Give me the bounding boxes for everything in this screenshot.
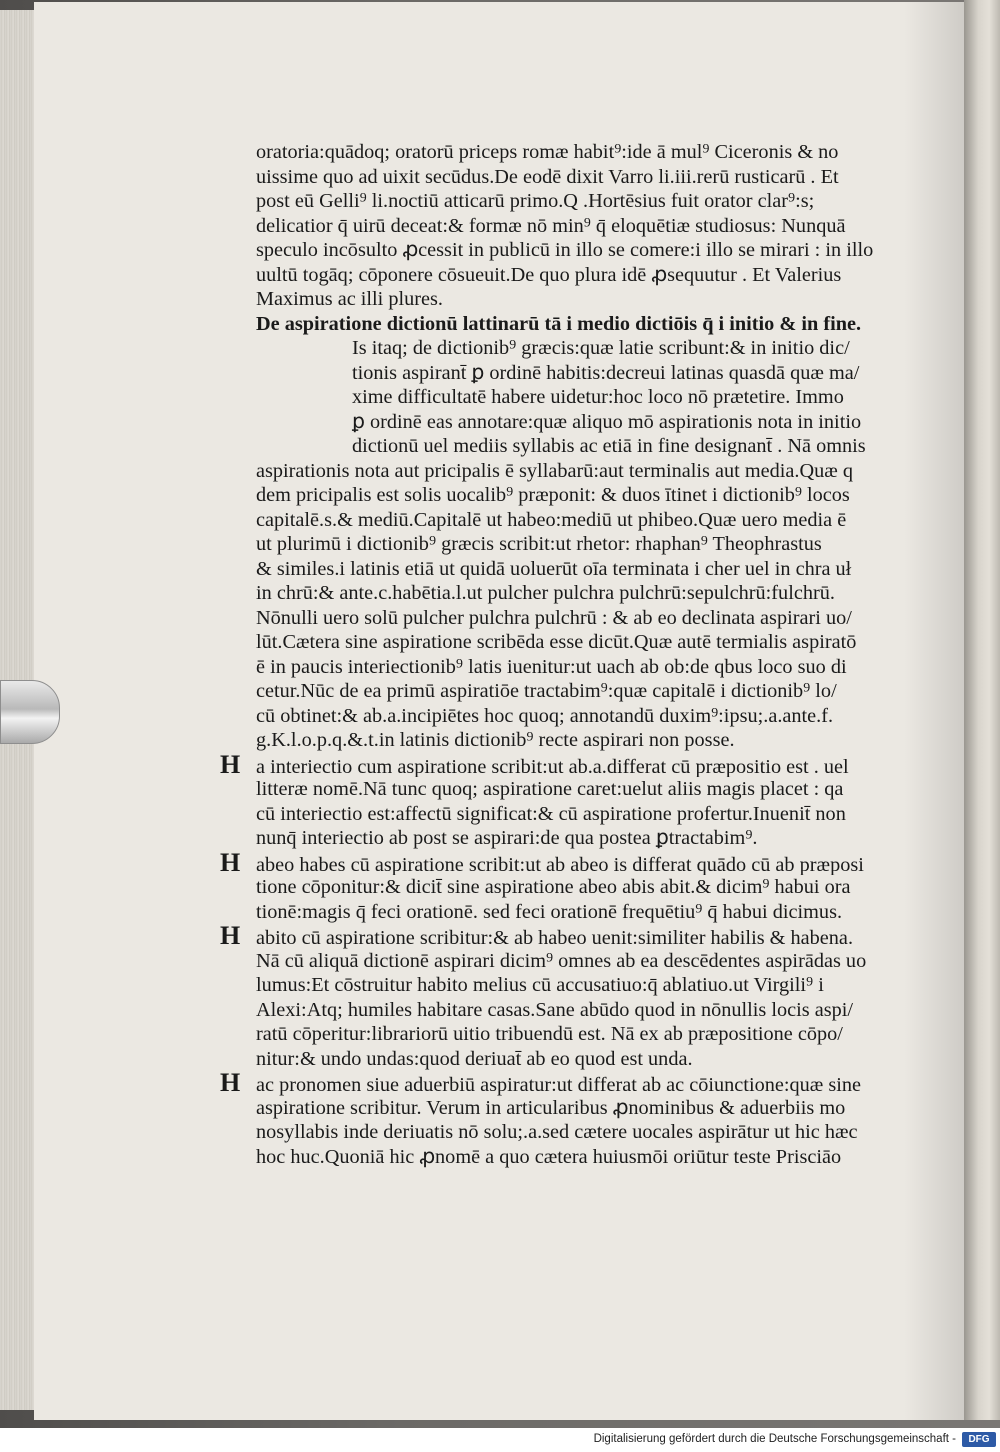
entry-initial: H: [220, 1071, 241, 1096]
indented-line: Is itaq; de dictionib⁹ græcis:quæ latie scribunt:& in initio dic/: [352, 337, 850, 359]
text-line: cetur.Nūc de ea primū aspiratiōe tractabim⁹:quæ capitalē i dictionib⁹ lo/: [256, 680, 837, 702]
text-line: hoc huc.Quoniā hic ꝓnomē a quo cætera huiusmōi oriūtur teste Prisciāo: [256, 1145, 842, 1168]
text-line: lumus:Et cōstruitur habito melius cū accusatiuo:q̄ ablatiuo.ut Virgili⁹ i: [256, 974, 824, 996]
indented-line: xime difficultatē habere uidetur:hoc loco nō prætetire. Immo: [352, 386, 844, 408]
text-line: tione cōponitur:& dicit̄ sine aspiratione abeo abis abit.& dicim⁹ habui ora: [256, 876, 851, 898]
text-line: & similes.i latinis etiā ut quidā uoluerūt oīa terminata i cher uel in chra uł: [256, 557, 852, 580]
text-line: capitalē.s.& mediū.Capitalē ut habeo:mediū ut phibeo.Quæ uero media ē: [256, 508, 847, 531]
text-line: g.K.l.o.p.q.&.t.in latinis dictionib⁹ recte aspirari non posse.: [256, 729, 735, 751]
text-line: ratū cōperitur:librariorū uitio tribuendū est. Nā ex ab præpositione cōpo/: [256, 1023, 843, 1045]
text-line: nosyllabis inde deriuatis nō solu;.a.sed cætere uocales aspirātur ut hic hæc: [256, 1121, 858, 1143]
incunable-text: [220, 140, 910, 1169]
entry-line: [220, 753, 910, 778]
entry-initial: H: [220, 752, 241, 777]
text-line: nunq̄ interiectio ab post se aspirari:de qua postea ꝑtractabim⁹.: [256, 827, 758, 849]
text-line: cū obtinet:& ab.a.incipiētes hoc quoq; annotandū duxim⁹:ipsu;.a.ante.f.: [256, 704, 834, 727]
indented-line: tionis aspirant̄ ꝑ ordinē habitis:decreui latinas quasdā quæ ma/: [352, 361, 860, 384]
text-line: aspiratione scribitur. Verum in articularibus ꝓnominibus & aduerbiis mo: [256, 1096, 846, 1119]
text-line: delicatior q̄ uirū deceat:& formæ nō min⁹ q̄ eloquētiæ studiosus: Nunquā: [256, 214, 846, 237]
text-line: lūt.Cætera sine aspiratione scribēda esse dicūt.Quæ autē termialis aspiratō: [256, 631, 857, 653]
footer-bar: [0, 1428, 1000, 1452]
text-line: ut plurimū i dictionib⁹ græcis scribit:ut rhetor: rhaphan⁹ Theophrastus: [256, 533, 822, 555]
text-line: aspirationis nota aut pricipalis ē syllabarū:aut terminalis aut media.Quæ q: [256, 459, 854, 482]
text-line: in chrū:& ante.c.habētia.l.ut pulcher pulchra pulchrū:sepulchrū:fulchrū.: [256, 582, 835, 604]
text-line: dem pricipalis est solis uocalib⁹ præponit: & duos ītinet i dictionib⁹ locos: [256, 484, 850, 506]
entry-line: [220, 851, 910, 876]
text-line: uissime quo ad uixit secūdus.De eodē dixit Varro li.iii.rerū rusticarū . Et: [256, 165, 839, 188]
text-line: post eū Gelli⁹ li.noctiū atticarū primo.Q .Hortēsius fuit orator clar⁹:s;: [256, 190, 815, 212]
text-line: oratoria:quādoq; oratorū priceps romæ habit⁹:ide ā mul⁹ Ciceronis & no: [256, 141, 839, 163]
text-line: tionē:magis q̄ feci orationē. sed feci orationē frequētiu⁹ q̄ habui dicimus.: [256, 900, 843, 923]
funding-credit: Digitalisierung gefördert durch die Deutsche Forschungsgemeinschaft -: [593, 1433, 956, 1445]
text-line: ē in paucis interiectionib⁹ latis iuenitur:ut uach ab ob:de qbus loco suo di: [256, 655, 847, 678]
book-spine: [964, 0, 1000, 1420]
entry-text: a interiectio cum aspiratione scribit:ut ab.a.differat cū præpositio est . uel: [256, 755, 849, 777]
text-line: Maximus ac illi plures.: [256, 288, 444, 310]
entry-text: ac pronomen siue aduerbiū aspiratur:ut differat ab ac cōiunctione:quæ sine: [256, 1074, 862, 1096]
entry-initial: H: [220, 850, 241, 875]
text-line: speculo incōsulto ꝓcessit in publicū in illo se comere:i illo se mirari : in illo: [256, 239, 874, 261]
text-line: Alexi:Atq; humiles habitare casas.Sane abūdo quod in nōnullis locis aspi/: [256, 998, 854, 1021]
page-clip: [0, 680, 60, 744]
entry-line: [220, 1071, 910, 1096]
text-line: nitur:& undo undas:quod deriuat̄ ab eo quod est unda.: [256, 1047, 693, 1070]
section-heading: De aspiratione dictionū lattinarū tā i medio dictiōis q̄ i initio & in fine.: [256, 312, 862, 335]
entry-text: abeo habes cū aspiratione scribit:ut ab abeo is differat quādo cū ab præposi: [256, 853, 864, 875]
text-line: uultū togāq; cōponere cōsueuit.De quo plura idē ꝓsequutur . Et Valerius: [256, 263, 842, 286]
entry-line: [220, 924, 910, 949]
text-line: Nā cū aliquā dictionē aspirari dicim⁹ omnes ab ea descēdentes aspirādas uo: [256, 949, 867, 972]
page-gutter-shadow: [904, 2, 964, 1420]
dfg-logo: DFG: [962, 1432, 996, 1447]
indented-line: ꝑ ordinē eas annotare:quæ aliquo mō aspirationis nota in initio: [352, 410, 862, 433]
entry-text: abito cū aspiratione scribitur:& ab habeo uenit:similiter habilis & habena.: [256, 927, 854, 949]
text-line: litteræ nomē.Nā tunc quoq; aspiratione caret:uelut aliis magis placet : qa: [256, 778, 844, 800]
text-line: cū interiectio est:affectū significat:& cū aspiratione profertur.Inuenit̄ non: [256, 802, 846, 825]
entry-initial: H: [220, 924, 241, 949]
text-line: Nōnulli uero solū pulcher pulchra pulchrū : & ab eo declinata aspirari uo/: [256, 606, 852, 629]
indented-line: dictionū uel mediis syllabis ac etiā in fine designant̄ . Nā omnis: [352, 435, 866, 457]
